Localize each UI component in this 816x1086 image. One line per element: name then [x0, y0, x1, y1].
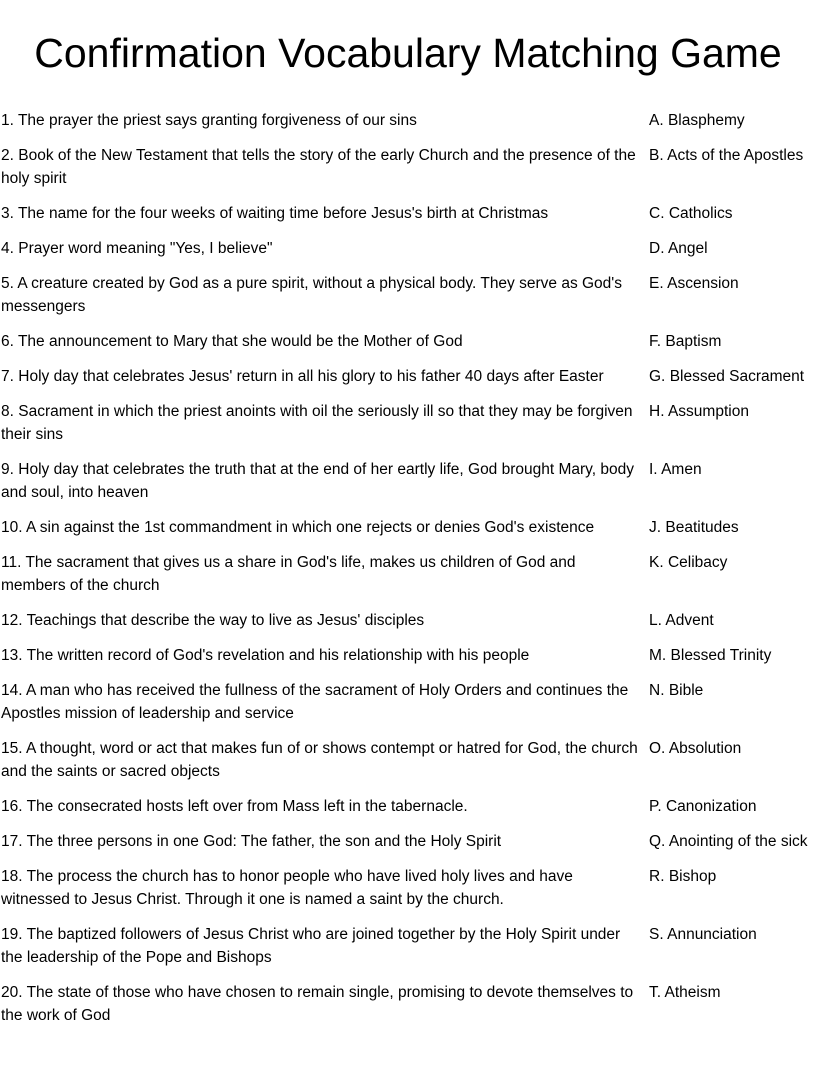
answer-letter: G.	[649, 368, 666, 385]
definition-body: Sacrament in which the priest anoints with oil the seriously ill so that they may be forgiven their sins	[1, 403, 633, 443]
definition-number: 11.	[1, 554, 22, 571]
definition-body: The baptized followers of Jesus Christ who are joined together by the Holy Spirit under the leadership of the Pope and Bishops	[1, 926, 621, 966]
matching-row	[1, 737, 816, 783]
definition-text	[1, 516, 649, 539]
answer-letter: R.	[649, 868, 665, 885]
definition-number: 1.	[1, 112, 14, 129]
answer-term: Acts of the Apostles	[667, 147, 804, 164]
answer-letter: J.	[649, 519, 662, 536]
definition-body: The consecrated hosts left over from Mass left in the tabernacle.	[26, 798, 468, 815]
answer-text	[649, 365, 816, 388]
definition-number: 5.	[1, 275, 14, 292]
definition-body: The name for the four weeks of waiting time before Jesus's birth at Christmas	[17, 205, 549, 222]
answer-letter: C.	[649, 205, 665, 222]
definition-text	[1, 923, 649, 969]
answer-letter: I.	[649, 461, 658, 478]
definition-number: 8.	[1, 403, 14, 420]
matching-row	[1, 644, 816, 667]
matching-row	[1, 865, 816, 911]
answer-term: Assumption	[667, 403, 749, 420]
definition-body: Teachings that describe the way to live as Jesus' disciples	[26, 612, 425, 629]
answer-term: Advent	[665, 612, 714, 629]
page-title: Confirmation Vocabulary Matching Game	[34, 30, 782, 76]
answer-term: Absolution	[668, 740, 742, 757]
definition-body: A sin against the 1st commandment in which one rejects or denies God's existence	[26, 519, 595, 536]
definition-body: A creature created by God as a pure spirit, without a physical body. They serve as God's messengers	[1, 275, 623, 315]
matching-row	[1, 981, 816, 1027]
definition-text	[1, 644, 649, 667]
answer-text	[649, 830, 816, 853]
definition-number: 7.	[1, 368, 14, 385]
answer-term: Amen	[661, 461, 702, 478]
definition-text	[1, 202, 649, 225]
answer-letter: P.	[649, 798, 662, 815]
answer-term: Bishop	[668, 868, 717, 885]
definition-text	[1, 458, 649, 504]
answer-letter: K.	[649, 554, 664, 571]
answer-term: Canonization	[665, 798, 757, 815]
matching-row	[1, 458, 816, 504]
answer-text	[649, 144, 816, 167]
definition-body: A man who has received the fullness of the sacrament of Holy Orders and continues the Apostles mission of leadership and service	[1, 682, 629, 722]
matching-row	[1, 551, 816, 597]
definition-text	[1, 144, 649, 190]
answer-letter: E.	[649, 275, 664, 292]
definition-body: The three persons in one God: The father, the son and the Holy Spirit	[26, 833, 502, 850]
definition-number: 6.	[1, 333, 14, 350]
answer-text	[649, 516, 816, 539]
matching-row	[1, 795, 816, 818]
definition-number: 10.	[1, 519, 23, 536]
answer-text	[649, 330, 816, 353]
answer-text	[649, 644, 816, 667]
definition-body: Prayer word meaning "Yes, I believe"	[18, 240, 273, 257]
definition-text	[1, 237, 649, 260]
definition-body: Book of the New Testament that tells the story of the early Church and the presence of the holy spirit	[1, 147, 636, 187]
definition-number: 17.	[1, 833, 23, 850]
matching-row	[1, 830, 816, 853]
matching-row	[1, 400, 816, 446]
matching-list	[0, 109, 816, 1027]
definition-text	[1, 737, 649, 783]
definition-number: 14.	[1, 682, 23, 699]
answer-letter: Q.	[649, 833, 666, 850]
answer-letter: F.	[649, 333, 662, 350]
definition-number: 15.	[1, 740, 23, 757]
answer-text	[649, 923, 816, 946]
definition-text	[1, 400, 649, 446]
answer-letter: D.	[649, 240, 665, 257]
matching-row	[1, 609, 816, 632]
answer-term: Annunciation	[667, 926, 757, 943]
matching-row	[1, 516, 816, 539]
answer-text	[649, 609, 816, 632]
answer-letter: B.	[649, 147, 664, 164]
definition-number: 19.	[1, 926, 23, 943]
answer-text	[649, 737, 816, 760]
definition-number: 9.	[1, 461, 14, 478]
answer-term: Anointing of the sick	[668, 833, 808, 850]
definition-number: 13.	[1, 647, 23, 664]
definition-text	[1, 330, 649, 353]
answer-text	[649, 109, 816, 132]
answer-term: Atheism	[664, 984, 721, 1001]
answer-term: Bible	[668, 682, 704, 699]
definition-number: 12.	[1, 612, 23, 629]
definition-text	[1, 365, 649, 388]
definition-number: 20.	[1, 984, 23, 1001]
definition-text	[1, 981, 649, 1027]
answer-term: Blessed Sacrament	[669, 368, 805, 385]
answer-text	[649, 202, 816, 225]
answer-letter: A.	[649, 112, 664, 129]
matching-row	[1, 365, 816, 388]
answer-text	[649, 272, 816, 295]
answer-letter: S.	[649, 926, 664, 943]
answer-letter: L.	[649, 612, 662, 629]
matching-row	[1, 237, 816, 260]
definition-body: The announcement to Mary that she would be the Mother of God	[17, 333, 463, 350]
answer-text	[649, 458, 816, 481]
definition-text	[1, 609, 649, 632]
answer-term: Catholics	[668, 205, 733, 222]
matching-row	[1, 202, 816, 225]
definition-number: 2.	[1, 147, 14, 164]
definition-text	[1, 109, 649, 132]
answer-term: Celibacy	[667, 554, 728, 571]
answer-text	[649, 865, 816, 888]
answer-term: Ascension	[667, 275, 739, 292]
definition-body: The sacrament that gives us a share in God's life, makes us children of God and members of the church	[1, 554, 576, 594]
definition-body: The prayer the priest says granting forgiveness of our sins	[17, 112, 417, 129]
definition-text	[1, 865, 649, 911]
answer-text	[649, 551, 816, 574]
definition-number: 16.	[1, 798, 23, 815]
answer-letter: M.	[649, 647, 667, 664]
answer-letter: N.	[649, 682, 665, 699]
definition-number: 4.	[1, 240, 14, 257]
matching-row	[1, 679, 816, 725]
answer-letter: T.	[649, 984, 662, 1001]
answer-text	[649, 795, 816, 818]
definition-body: A thought, word or act that makes fun of or shows contempt or hatred for God, the church and the saints or sacred objects	[1, 740, 638, 780]
definition-text	[1, 272, 649, 318]
answer-term: Angel	[667, 240, 708, 257]
matching-row	[1, 923, 816, 969]
matching-row	[1, 109, 816, 132]
answer-term: Beatitudes	[665, 519, 739, 536]
answer-term: Blessed Trinity	[670, 647, 772, 664]
matching-row	[1, 144, 816, 190]
matching-row	[1, 330, 816, 353]
definition-text	[1, 679, 649, 725]
definition-body: The process the church has to honor people who have lived holy lives and have witnessed to Jesus Christ. Through it one is named a saint by the church.	[1, 868, 573, 908]
answer-term: Blasphemy	[667, 112, 745, 129]
answer-term: Baptism	[665, 333, 722, 350]
answer-text	[649, 679, 816, 702]
definition-body: The written record of God's revelation and his relationship with his people	[26, 647, 530, 664]
definition-text	[1, 795, 649, 818]
answer-text	[649, 981, 816, 1004]
matching-row	[1, 272, 816, 318]
definition-body: Holy day that celebrates the truth that at the end of her eartly life, God brought Mary, body and soul, into heaven	[1, 461, 635, 501]
definition-text	[1, 551, 649, 597]
definition-body: The state of those who have chosen to remain single, promising to devote themselves to the work of God	[1, 984, 634, 1024]
definition-number: 18.	[1, 868, 23, 885]
answer-letter: H.	[649, 403, 665, 420]
definition-body: Holy day that celebrates Jesus' return in all his glory to his father 40 days after Easter	[18, 368, 604, 385]
definition-text	[1, 830, 649, 853]
answer-text	[649, 400, 816, 423]
answer-letter: O.	[649, 740, 666, 757]
answer-text	[649, 237, 816, 260]
definition-number: 3.	[1, 205, 14, 222]
